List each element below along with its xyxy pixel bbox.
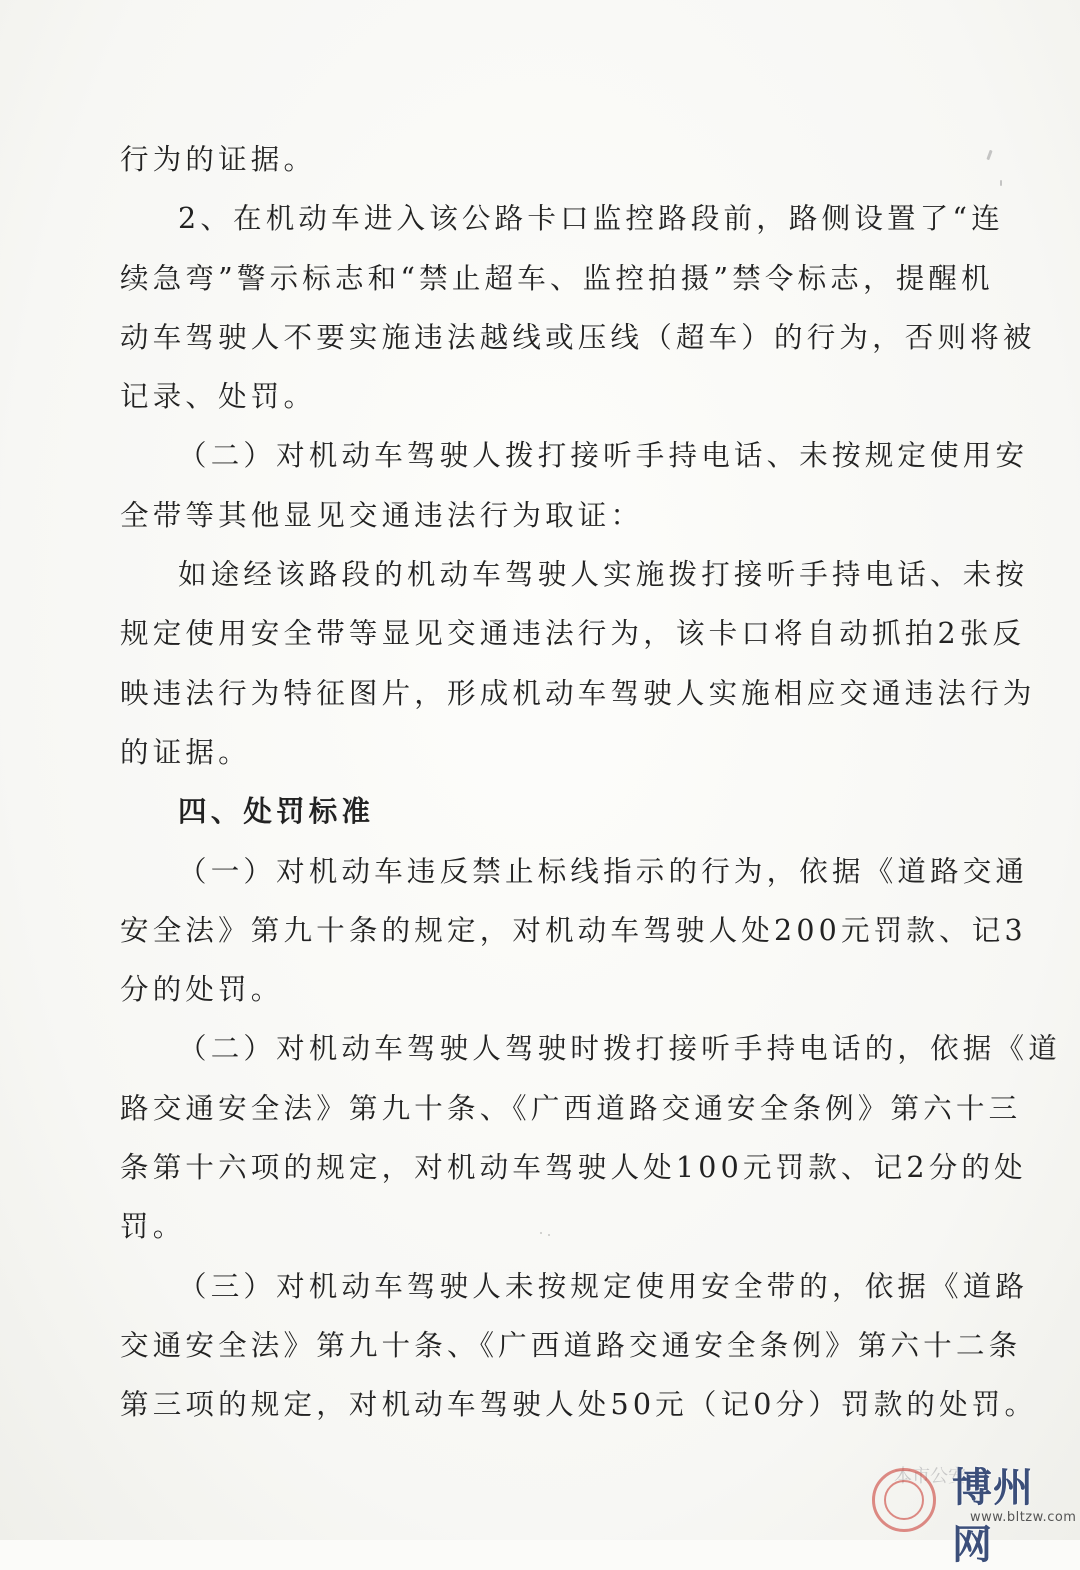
- scan-speck: [986, 150, 992, 160]
- watermark-url: www.bltzw.com: [970, 1510, 1077, 1525]
- paragraph-line: 路交通安全法》第九十条、《广西道路交通安全条例》第六十三: [120, 1091, 1022, 1125]
- paragraph-line: 罚。: [120, 1210, 186, 1244]
- section-heading: 四、处罚标准: [178, 794, 375, 829]
- paragraph-line: 安全法》第九十条的规定，对机动车驾驶人处200元罚款、记3: [120, 913, 1027, 947]
- paragraph-line: （一）对机动车违反禁止标线指示的行为，依据《道路交通: [178, 854, 1029, 888]
- paragraph-line: 的证据。: [120, 735, 251, 769]
- paragraph-line: 条第十六项的规定，对机动车驾驶人处100元罚款、记2分的处: [120, 1151, 1027, 1185]
- watermark-faint-text: 本市公安: [894, 1466, 966, 1487]
- paragraph-line: （三）对机动车驾驶人未按规定使用安全带的，依据《道路: [178, 1269, 1029, 1303]
- paragraph-line: 分的处罚。: [120, 973, 284, 1007]
- paragraph-line: （二）对机动车驾驶人拨打接听手持电话、未按规定使用安: [178, 439, 1029, 473]
- paragraph-line: 交通安全法》第九十条、《广西道路交通安全条例》第六十二条: [120, 1328, 1022, 1362]
- paragraph-line: 映违法行为特征图片，形成机动车驾驶人实施相应交通违法行为: [120, 676, 1036, 710]
- paragraph-line: 第三项的规定，对机动车驾驶人处50元（记0分）罚款的处罚。: [120, 1388, 1038, 1422]
- paragraph-line: 动车驾驶人不要实施违法越线或压线（超车）的行为，否则将被: [120, 320, 1036, 354]
- watermark-brand: 博州网: [952, 1465, 1034, 1568]
- paragraph-line: 规定使用安全带等显见交通违法行为，该卡口将自动抓拍2张反: [120, 617, 1026, 651]
- document-body: [120, 130, 1061, 1435]
- paragraph-line: （二）对机动车驾驶人驾驶时拨打接听手持电话的，依据《道: [178, 1032, 1061, 1066]
- paragraph-line: 2、在机动车进入该公路卡口监控路段前，路侧设置了“连: [178, 202, 1004, 236]
- seal-icon: [872, 1468, 936, 1532]
- paragraph-line: 全带等其他显见交通违法行为取证：: [120, 498, 644, 532]
- site-watermark: [858, 1448, 1077, 1568]
- paragraph-line: 行为的证据。: [120, 143, 317, 176]
- paragraph-line: 如途经该路段的机动车驾驶人实施拨打接听手持电话、未按: [178, 558, 1029, 592]
- scan-speck: [1000, 180, 1002, 186]
- paragraph-line: 记录、处罚。: [120, 380, 317, 414]
- paragraph-line: 续急弯”警示标志和“禁止超车、监控拍摄”禁令标志，提醒机: [120, 261, 994, 295]
